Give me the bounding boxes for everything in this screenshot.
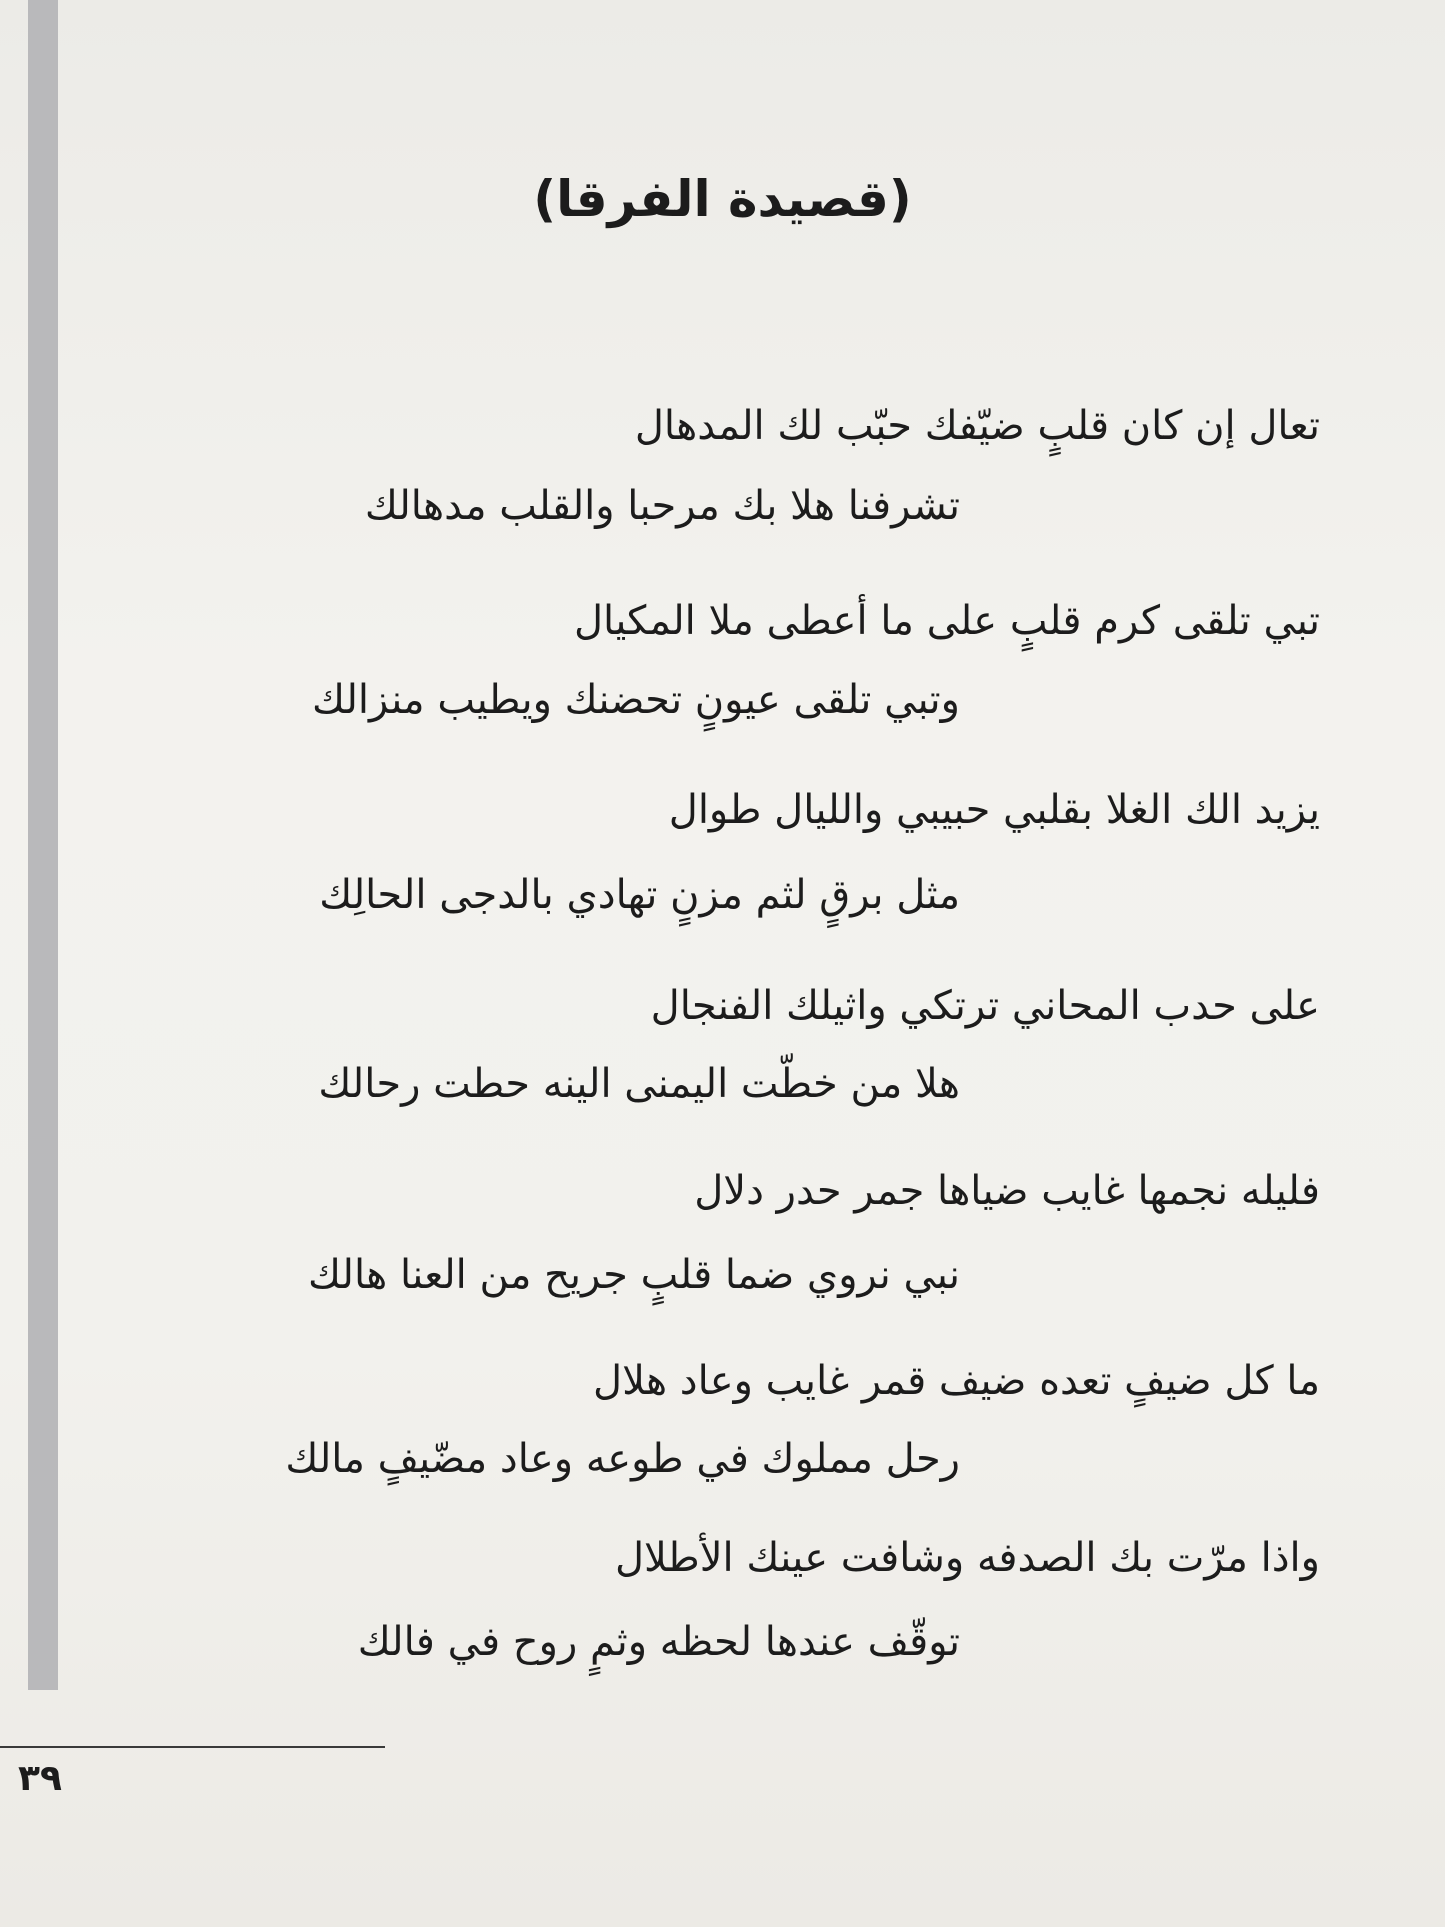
verse-line: تشرفنا هلا بك مرحبا والقلب مدهالك [364,483,960,529]
verse-line: ما كل ضيفٍ تعده ضيف قمر غايب وعاد هلال [593,1358,1320,1404]
verse-line: تعال إن كان قلبٍ ضيّفك حبّب لك المدهال [634,403,1320,449]
poem-title: (قصيدة الفرقا) [533,170,912,228]
verse-line: على حدب المحاني ترتكي واثيلك الفنجال [650,983,1320,1029]
footer-rule [0,1746,385,1748]
verse-line: هلا من خطّت اليمنى الينه حطت رحالك [318,1061,960,1107]
verse-line: توقّف عندها لحظه وثمٍ روح في فالك [357,1619,960,1665]
verse-line: يزيد الك الغلا بقلبي حبيبي والليال طوال [668,787,1320,833]
verse-line: فليله نجمها غايب ضياها جمر حدر دلال [694,1168,1320,1214]
verse-line: تبي تلقى كرم قلبٍ على ما أعطى ملا المكيال [573,598,1320,644]
page-edge-bar [28,0,58,1690]
verse-line: واذا مرّت بك الصدفه وشافت عينك الأطلال [614,1535,1320,1581]
verse-line: وتبي تلقى عيونٍ تحضنك ويطيب منزالك [312,677,960,723]
verse-line: مثل برقٍ لثم مزنٍ تهادي بالدجى الحالِك [319,872,960,918]
page-number: ٣٩ [18,1758,62,1799]
verse-line: نبي نروي ضما قلبٍ جريح من العنا هالك [308,1252,960,1298]
verse-line: رحل مملوك في طوعه وعاد مضّيفٍ مالك [285,1436,960,1482]
